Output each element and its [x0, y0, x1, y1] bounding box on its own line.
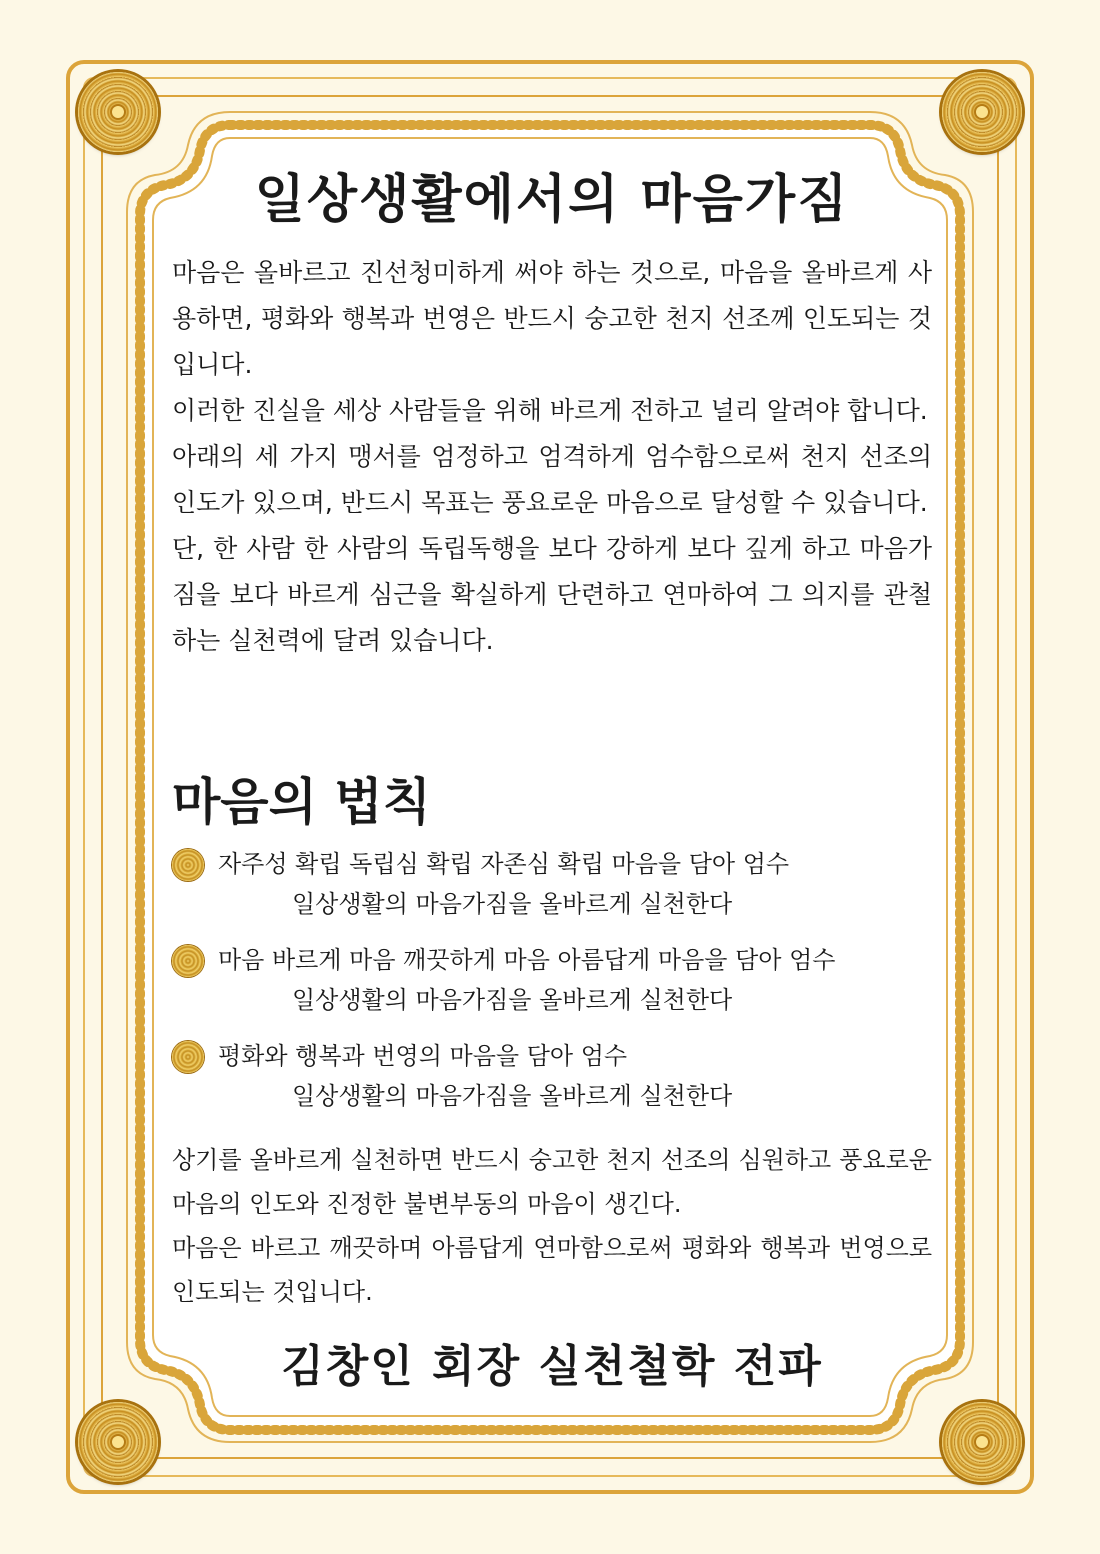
intro-paragraph: 마음은 올바르고 진선청미하게 써야 하는 것으로, 마음을 올바르게 사용하면, 평화와 행복과 번영은 반드시 숭고한 천지 선조께 인도되는 것입니다. [172, 258, 932, 379]
law-text: 마음 바르게 마음 깨끗하게 마음 아름답게 마음을 담아 엄수 [218, 946, 836, 974]
corner-medallion-icon [78, 72, 158, 152]
page-title: 일상생활에서의 마음가짐 [254, 170, 850, 230]
corner-medallion-icon [942, 1402, 1022, 1482]
intro-text [172, 250, 932, 664]
intro-paragraph: 아래의 세 가지 맹서를 엄정하고 엄격하게 엄수함으로써 천지 선조의 인도가 있으며, 반드시 목표는 풍요로운 마음으로 달성할 수 있습니다. [172, 442, 932, 517]
law-text: 일상생활의 마음가짐을 올바르게 실천한다 [292, 890, 733, 918]
list-item [172, 1032, 932, 1128]
closing-paragraph: 상기를 올바르게 실천하면 반드시 숭고한 천지 선조의 심원하고 풍요로운 마음의 인도와 진정한 불변부동의 마음이 생긴다. [172, 1146, 932, 1218]
intro-paragraph: 이러한 진실을 세상 사람들을 위해 바르게 전하고 널리 알려야 합니다. [172, 396, 928, 425]
gold-coin-bullet-icon [172, 849, 204, 881]
intro-paragraph: 단, 한 사람 한 사람의 독립독행을 보다 강하게 보다 깊게 하고 마음가짐을 보다 바르게 심근을 확실하게 단련하고 연마하여 그 의지를 관철하는 실천력에 달려 있습니다. [172, 534, 932, 655]
law-text: 일상생활의 마음가짐을 올바르게 실천한다 [292, 1082, 733, 1110]
closing-text [172, 1138, 932, 1314]
section-title: 마음의 법칙 [172, 773, 431, 831]
list-item [172, 936, 932, 1032]
gold-coin-bullet-icon [172, 1041, 204, 1073]
gold-coin-bullet-icon [172, 945, 204, 977]
law-text: 평화와 행복과 번영의 마음을 담아 엄수 [218, 1042, 628, 1070]
closing-paragraph: 마음은 바르고 깨끗하며 아름답게 연마함으로써 평화와 행복과 번영으로 인도되는 것입니다. [172, 1234, 932, 1306]
list-item [172, 840, 932, 936]
law-text: 자주성 확립 독립심 확립 자존심 확립 마음을 담아 엄수 [218, 850, 790, 878]
corner-medallion-icon [942, 72, 1022, 152]
law-text: 일상생활의 마음가짐을 올바르게 실천한다 [292, 986, 733, 1014]
signature: 김창인 회장 실천철학 전파 [281, 1341, 823, 1392]
corner-medallion-icon [78, 1402, 158, 1482]
laws-list [172, 840, 932, 1128]
